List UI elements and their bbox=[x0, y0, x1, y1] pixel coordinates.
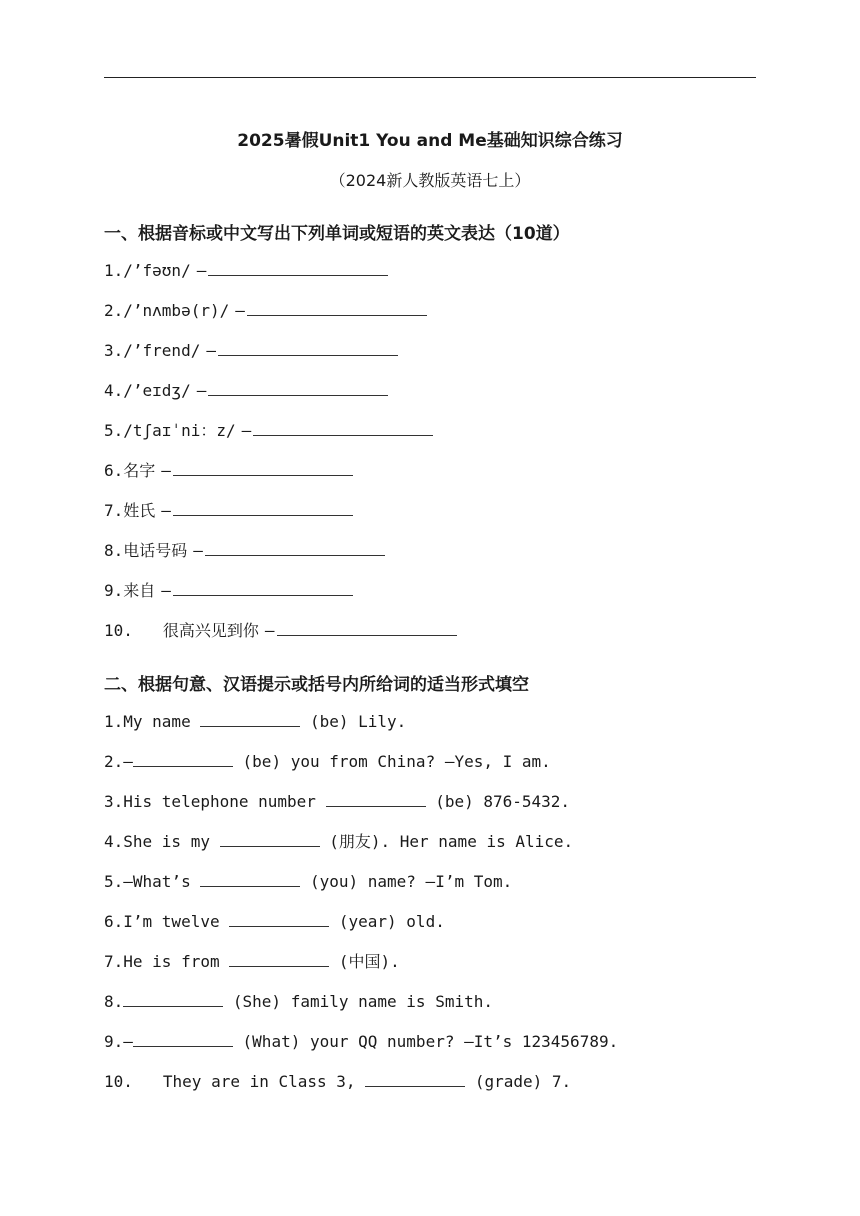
answer-blank[interactable] bbox=[173, 459, 353, 476]
s1-item-2: 2./’nʌmbə(r)/ — bbox=[104, 299, 427, 322]
answer-blank[interactable] bbox=[277, 619, 457, 636]
answer-blank[interactable] bbox=[173, 499, 353, 516]
header-rule bbox=[104, 77, 756, 78]
s1-item-4: 4./’eɪdʒ/ — bbox=[104, 379, 388, 402]
s2-item-5: 5.—What’s (you) name? —I’m Tom. bbox=[104, 872, 513, 891]
s2-item-2: 2.— (be) you from China? —Yes, I am. bbox=[104, 752, 551, 771]
answer-blank[interactable] bbox=[208, 259, 388, 276]
answer-blank[interactable] bbox=[253, 419, 433, 436]
answer-blank[interactable] bbox=[326, 790, 426, 807]
s1-item-8: 8.电话号码 — bbox=[104, 539, 385, 562]
s1-item-5: 5./tʃaɪˈni：z/ — bbox=[104, 419, 433, 442]
document-subtitle: （2024新人教版英语七上） bbox=[329, 171, 531, 190]
s2-item-4: 4.She is my (朋友). Her name is Alice. bbox=[104, 832, 574, 851]
s2-item-7: 7.He is from (中国). bbox=[104, 952, 400, 971]
s2-item-8: 8. (She) family name is Smith. bbox=[104, 992, 493, 1011]
s2-item-10: 10. They are in Class 3, (grade) 7. bbox=[104, 1072, 572, 1091]
answer-blank[interactable] bbox=[229, 910, 329, 927]
s1-item-9: 9.来自 — bbox=[104, 579, 353, 602]
answer-blank[interactable] bbox=[205, 539, 385, 556]
answer-blank[interactable] bbox=[123, 990, 223, 1007]
answer-blank[interactable] bbox=[229, 950, 329, 967]
answer-blank[interactable] bbox=[208, 379, 388, 396]
answer-blank[interactable] bbox=[247, 299, 427, 316]
answer-blank[interactable] bbox=[365, 1070, 465, 1087]
section2-heading: 二、根据句意、汉语提示或括号内所给词的适当形式填空 bbox=[104, 675, 529, 695]
answer-blank[interactable] bbox=[200, 710, 300, 727]
s1-item-7: 7.姓氏 — bbox=[104, 499, 353, 522]
answer-blank[interactable] bbox=[133, 750, 233, 767]
answer-blank[interactable] bbox=[133, 1030, 233, 1047]
section1-heading: 一、根据音标或中文写出下列单词或短语的英文表达（10道） bbox=[104, 224, 570, 244]
s2-item-6: 6.I’m twelve (year) old. bbox=[104, 912, 445, 931]
document-title: 2025暑假Unit1 You and Me基础知识综合练习 bbox=[237, 131, 623, 151]
s1-item-1: 1./’fəʊn/ — bbox=[104, 259, 388, 282]
s1-item-3: 3./’frend/ — bbox=[104, 339, 398, 362]
answer-blank[interactable] bbox=[200, 870, 300, 887]
answer-blank[interactable] bbox=[173, 579, 353, 596]
answer-blank[interactable] bbox=[218, 339, 398, 356]
s2-item-1: 1.My name (be) Lily. bbox=[104, 712, 407, 731]
s1-item-10: 10. 很高兴见到你 — bbox=[104, 619, 457, 642]
s2-item-3: 3.His telephone number (be) 876-5432. bbox=[104, 792, 571, 811]
answer-blank[interactable] bbox=[220, 830, 320, 847]
s1-item-6: 6.名字 — bbox=[104, 459, 353, 482]
s2-item-9: 9.— (What) your QQ number? —It’s 123456789. bbox=[104, 1032, 619, 1051]
